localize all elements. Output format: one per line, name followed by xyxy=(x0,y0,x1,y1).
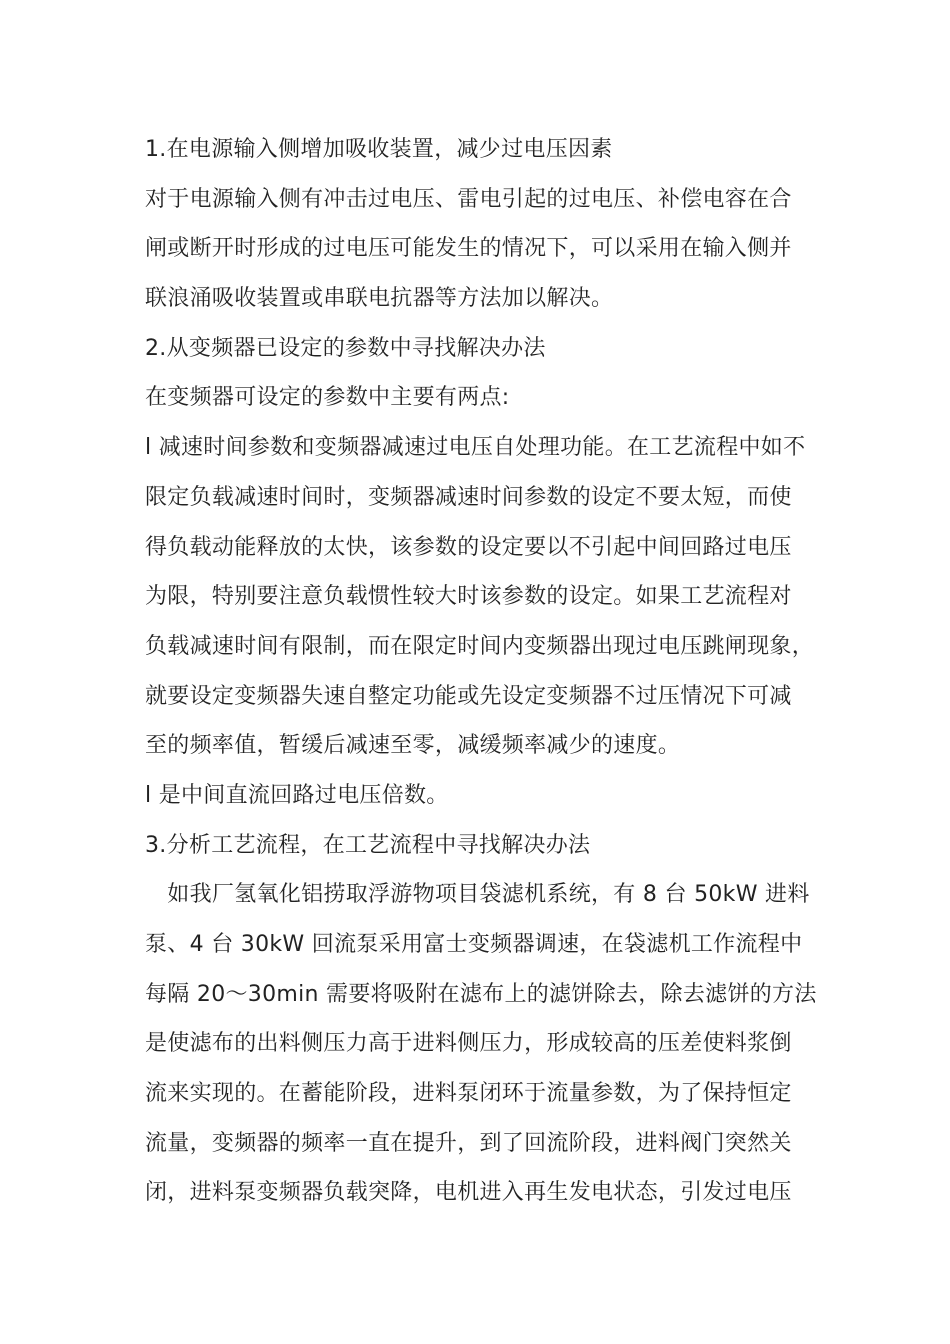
paragraph-line: 闭，进料泵变频器负载突降，电机进入再生发电状态，引发过电压 xyxy=(145,1180,792,1206)
paragraph-line: l 是中间直流回路过电压倍数。 xyxy=(145,782,449,808)
paragraph-line: 至的频率值，暂缓后减速至零，减缓频率减少的速度。 xyxy=(145,733,681,759)
paragraph-line: 泵、4 台 30kW 回流泵采用富士变频器调速，在袋滤机工作流程中 xyxy=(145,932,803,957)
paragraph-line: 限定负载减速时间时，变频器减速时间参数的设定不要太短，而使 xyxy=(145,484,792,510)
paragraph-line: 在变频器可设定的参数中主要有两点: xyxy=(145,385,510,411)
heading-2: 2.从变频器已设定的参数中寻找解决办法 xyxy=(145,335,546,361)
paragraph-line: 为限，特别要注意负载惯性较大时该参数的设定。如果工艺流程对 xyxy=(145,584,792,610)
paragraph-line: 闸或断开时形成的过电压可能发生的情况下，可以采用在输入侧并 xyxy=(145,236,792,262)
paragraph-line: 联浪涌吸收装置或串联电抗器等方法加以解决。 xyxy=(145,286,614,312)
paragraph-line: 对于电源输入侧有冲击过电压、雷电引起的过电压、补偿电容在合 xyxy=(145,186,792,212)
paragraph-line: 负载减速时间有限制，而在限定时间内变频器出现过电压跳闸现象， xyxy=(145,633,815,659)
heading-1: 1.在电源输入侧增加吸收装置，减少过电压因素 xyxy=(145,137,613,162)
paragraph-line: 每隔 20～30min 需要将吸附在滤布上的滤饼除去，除去滤饼的方法 xyxy=(145,981,817,1007)
paragraph-line: 流来实现的。在蓄能阶段，进料泵闭环于流量参数，为了保持恒定 xyxy=(145,1081,792,1107)
paragraph-line: 如我厂氢氧化铝捞取浮游物项目袋滤机系统，有 8 台 50kW 进料 xyxy=(145,882,810,908)
document-body xyxy=(145,125,835,1218)
heading-3: 3.分析工艺流程，在工艺流程中寻找解决办法 xyxy=(145,832,591,858)
paragraph-line: 就要设定变频器失速自整定功能或先设定变频器不过压情况下可减 xyxy=(145,683,792,709)
paragraph-line: 得负载动能释放的太快，该参数的设定要以不引起中间回路过电压 xyxy=(145,534,792,560)
paragraph-line: 流量，变频器的频率一直在提升，到了回流阶段，进料阀门突然关 xyxy=(145,1130,792,1156)
paragraph-line: l 减速时间参数和变频器减速过电压自处理功能。在工艺流程中如不 xyxy=(145,435,806,461)
paragraph-line: 是使滤布的出料侧压力高于进料侧压力，形成较高的压差使料浆倒 xyxy=(145,1031,792,1057)
